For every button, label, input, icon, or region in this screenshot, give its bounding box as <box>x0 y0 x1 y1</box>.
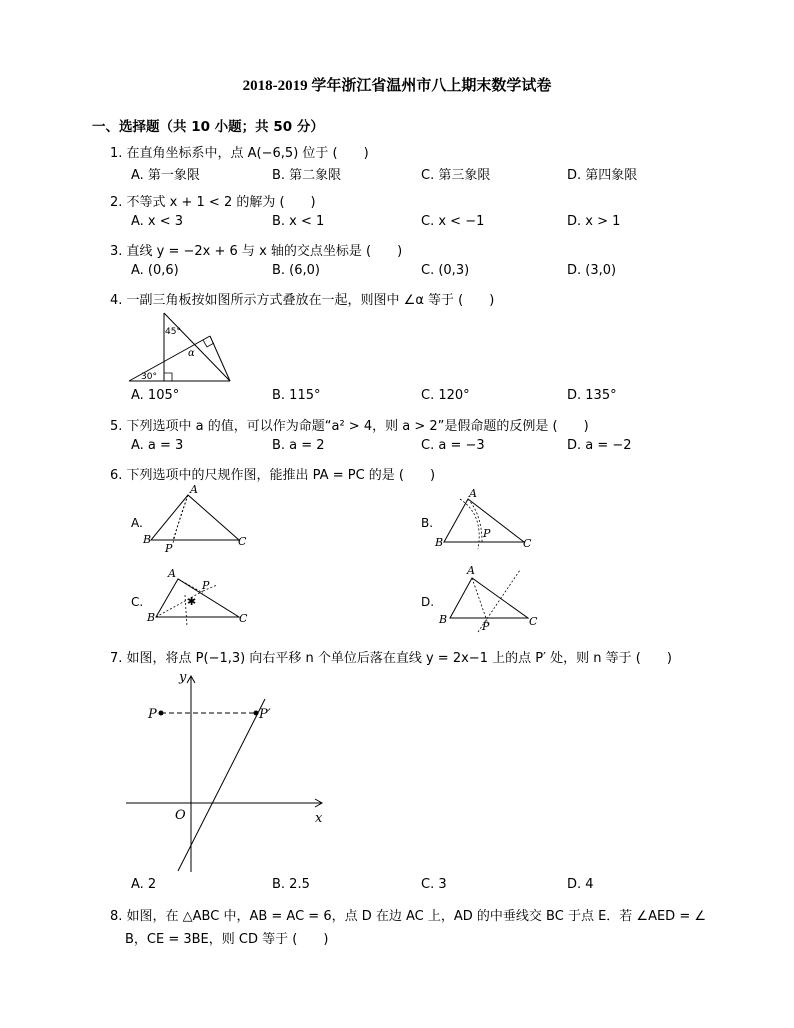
option-c-label[interactable]: C. <box>131 595 144 609</box>
construction-d-figure <box>432 562 552 634</box>
set-squares-figure <box>126 310 236 386</box>
point-b-label: B <box>143 533 152 546</box>
point-p-label: P <box>483 527 491 540</box>
option-c[interactable]: C. a = −3 <box>421 438 485 453</box>
arc-mark: ✱ <box>187 595 197 608</box>
option-c[interactable]: C. 120° <box>421 388 470 403</box>
option-a[interactable]: A. 第一象限 <box>131 168 200 183</box>
option-d[interactable]: D. 第四象限 <box>567 168 638 183</box>
question-6-stem: 6. 下列选项中的尺规作图，能推出 PA = PC 的是 ( ) <box>110 468 436 483</box>
question-3-stem: 3. 直线 y = −2x + 6 与 x 轴的交点坐标是 ( ) <box>110 244 403 259</box>
option-c[interactable]: C. 3 <box>421 877 447 892</box>
option-c[interactable]: C. 第三象限 <box>421 168 491 183</box>
section-heading: 一、选择题（共 10 小题；共 50 分） <box>92 119 324 135</box>
option-a[interactable]: A. a = 3 <box>131 438 184 453</box>
question-5-stem: 5. 下列选项中 a 的值，可以作为命题“a² > 4，则 a > 2”是假命题的反例是 ( ) <box>110 419 589 434</box>
question-8-stem: 8. 如图，在 △ABC 中，AB = AC = 6，点 D 在边 AC 上，AD 的中垂线交 BC 于点 E．若 ∠AED = ∠ <box>110 909 707 924</box>
question-4-stem: 4. 一副三角板按如图所示方式叠放在一起，则图中 ∠α 等于 ( ) <box>110 293 495 308</box>
option-b-label[interactable]: B. <box>421 516 434 530</box>
point-p-prime-label: P′ <box>259 707 271 722</box>
point-a-label: A <box>190 483 198 496</box>
option-c[interactable]: C. x < −1 <box>421 214 485 229</box>
point-a-label: A <box>467 564 475 577</box>
coordinate-figure <box>126 666 336 878</box>
point-a-label: A <box>168 567 176 580</box>
option-a[interactable]: A. 105° <box>131 388 180 403</box>
question-8-stem-continued: B，CE = 3BE，则 CD 等于 ( ) <box>125 932 329 947</box>
option-d-label[interactable]: D. <box>421 595 435 609</box>
question-2-options <box>131 214 691 232</box>
option-d[interactable]: D. 135° <box>567 388 617 403</box>
question-4-options <box>131 388 691 406</box>
angle-45-label: 45° <box>165 327 181 337</box>
point-c-label: C <box>523 537 532 550</box>
origin-label: O <box>175 808 186 823</box>
question-7-stem: 7. 如图，将点 P(−1,3) 向右平移 n 个单位后落在直线 y = 2x−1 上的点 P′ 处，则 n 等于 ( ) <box>110 651 672 666</box>
construction-a-figure <box>143 481 263 553</box>
point-b-label: B <box>439 613 448 626</box>
question-3-options <box>131 263 691 281</box>
option-b[interactable]: B. x < 1 <box>272 214 325 229</box>
question-5-options <box>131 438 691 456</box>
option-c[interactable]: C. (0,3) <box>421 263 470 278</box>
page-title: 2018-2019 学年浙江省温州市八上期末数学试卷 <box>242 78 552 94</box>
option-a[interactable]: A. 2 <box>131 877 157 892</box>
option-b[interactable]: B. 第二象限 <box>272 168 342 183</box>
question-2-stem: 2. 不等式 x + 1 < 2 的解为 ( ) <box>110 195 316 210</box>
option-a[interactable]: A. (0,6) <box>131 263 179 278</box>
question-7-options <box>131 877 691 895</box>
angle-30-label: 30° <box>141 372 157 382</box>
option-d[interactable]: D. a = −2 <box>567 438 632 453</box>
point-c-label: C <box>529 615 538 628</box>
point-b-label: B <box>435 536 444 549</box>
x-axis-label: x <box>315 811 323 826</box>
point-p-label: P <box>165 542 173 553</box>
y-axis-label: y <box>179 670 187 685</box>
option-d[interactable]: D. x > 1 <box>567 214 621 229</box>
point-c-label: C <box>239 612 248 625</box>
question-1-options <box>131 164 691 182</box>
option-b[interactable]: B. 2.5 <box>272 877 310 892</box>
alpha-label: α <box>188 348 195 359</box>
point-b-label: B <box>147 611 156 624</box>
point-c-label: C <box>238 535 247 548</box>
option-d[interactable]: D. 4 <box>567 877 594 892</box>
construction-c-figure <box>143 565 263 633</box>
option-a[interactable]: A. x < 3 <box>131 214 184 229</box>
point-a-label: A <box>469 487 477 500</box>
option-b[interactable]: B. a = 2 <box>272 438 325 453</box>
option-a-label[interactable]: A. <box>131 516 143 530</box>
option-b[interactable]: B. (6,0) <box>272 263 321 278</box>
question-1-stem: 1. 在直角坐标系中，点 A(−6,5) 位于 ( ) <box>110 146 369 161</box>
point-p-label: P <box>202 579 210 592</box>
option-b[interactable]: B. 115° <box>272 388 321 403</box>
point-p-label: P <box>148 707 157 722</box>
construction-b-figure <box>432 485 542 553</box>
point-p-label: P <box>482 620 490 633</box>
option-d[interactable]: D. (3,0) <box>567 263 617 278</box>
